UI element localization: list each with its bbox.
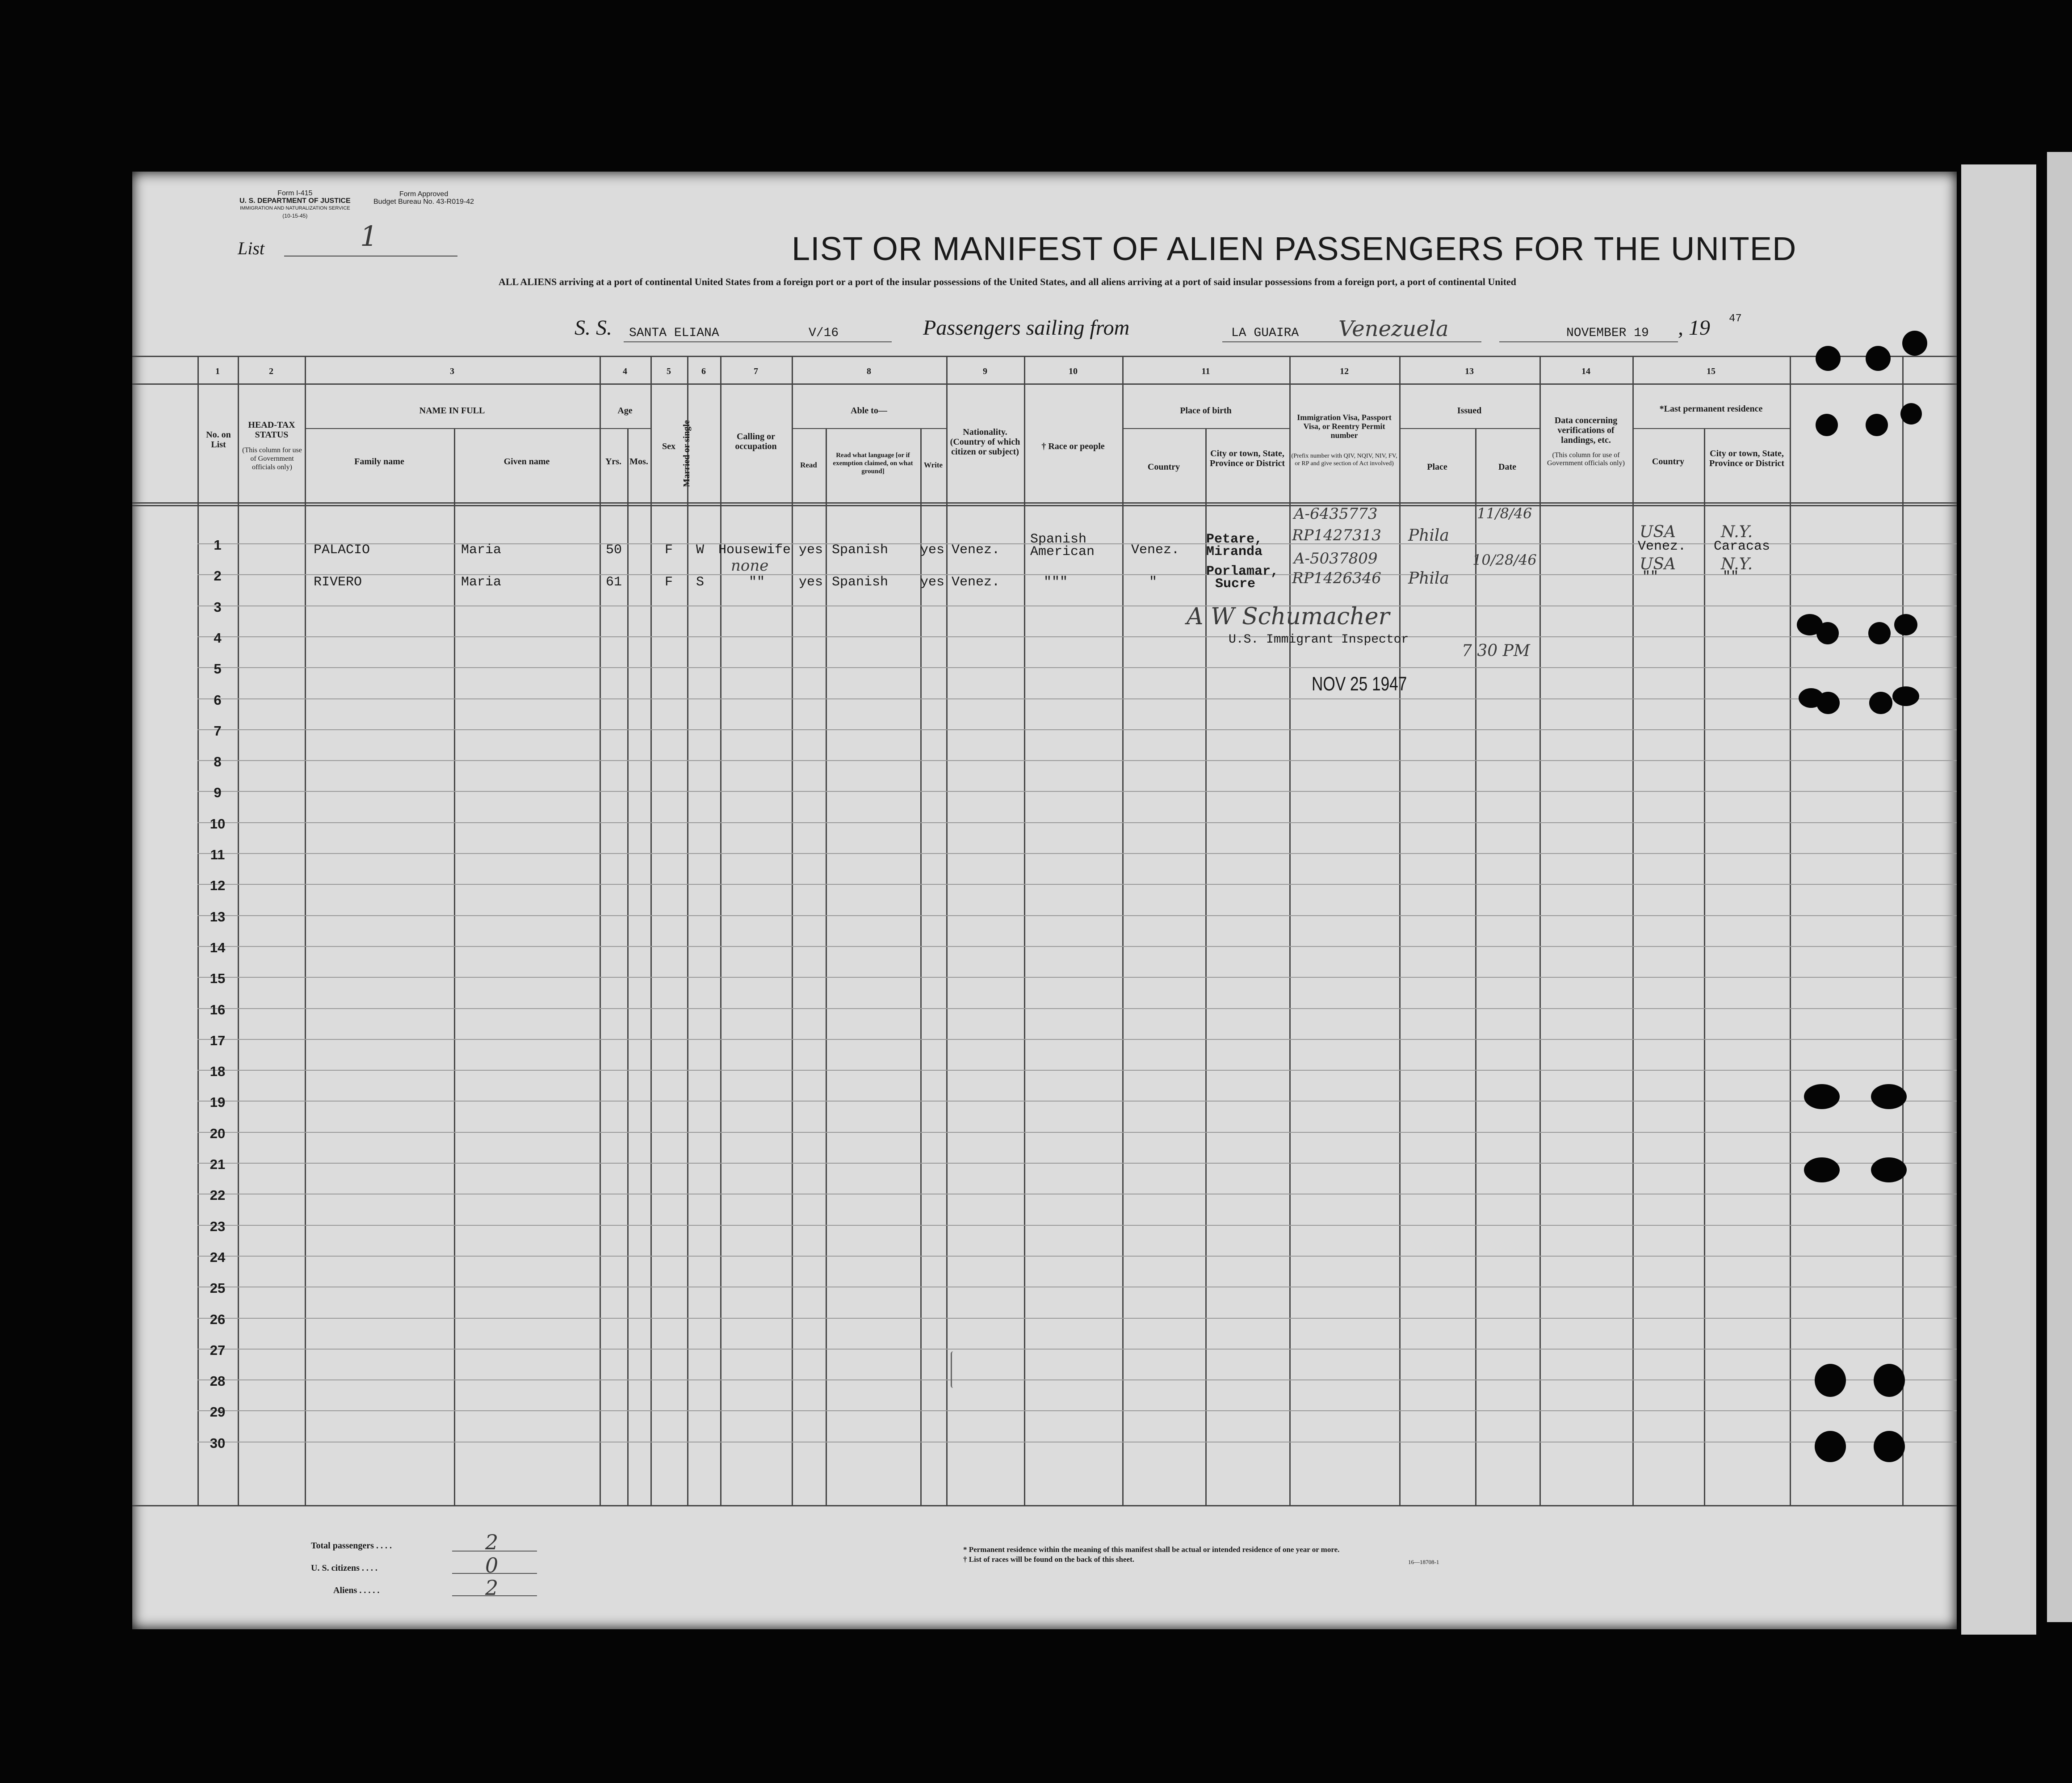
row-number: 2	[214, 568, 222, 584]
row2-birth-city-1: Porlamar,	[1206, 564, 1279, 579]
row-number: 27	[210, 1342, 226, 1358]
header-sex: Sex	[662, 442, 675, 451]
colnum-10: 10	[1069, 366, 1078, 376]
col-divider	[197, 356, 199, 1506]
binder-hole	[1874, 1431, 1905, 1462]
row-rule	[197, 729, 1957, 730]
row2-language: Spanish	[832, 575, 889, 590]
row2-age: 61	[606, 575, 622, 590]
residence-subheader-line	[1632, 428, 1790, 429]
binder-hole	[1892, 686, 1919, 706]
col-divider	[826, 428, 827, 1506]
row2-occupation-hand: none	[731, 557, 769, 575]
colnum-line	[132, 383, 1957, 385]
row-rule	[197, 1101, 1957, 1102]
row-number: 30	[210, 1435, 226, 1451]
row-number: 23	[210, 1219, 226, 1234]
row-number: 21	[210, 1156, 226, 1172]
form-dept: U. S. DEPARTMENT OF JUSTICE	[239, 197, 351, 205]
row-number: 17	[210, 1033, 226, 1048]
row2-res-country-1: USA	[1640, 555, 1676, 573]
row1-res-city-2: Caracas	[1714, 539, 1770, 554]
header-language: Read what language [or if exemption claimed, on what ground]	[833, 452, 913, 475]
row-rule	[197, 1318, 1957, 1319]
col-divider	[600, 356, 601, 1506]
row-rule	[197, 1410, 1957, 1411]
header-name-in-full: NAME IN FULL	[419, 406, 485, 416]
row2-res-country-2: ""	[1642, 569, 1659, 585]
row1-birth-country: Venez.	[1131, 542, 1180, 558]
header-last-residence: *Last permanent residence	[1659, 404, 1763, 414]
header-read: Read	[800, 461, 817, 469]
colnum-2: 2	[269, 366, 273, 376]
row1-marital: W	[696, 542, 705, 558]
row-number: 29	[210, 1404, 226, 1420]
header-bottom-line-2	[132, 505, 1957, 506]
row-number: 15	[210, 971, 226, 986]
row1-visa-1: A-6435773	[1294, 505, 1378, 523]
row-number: 18	[210, 1064, 226, 1079]
manifest-page	[132, 172, 1957, 1629]
row2-issued-date: 10/28/46	[1472, 551, 1537, 568]
inspector-signature: A W Schumacher	[1187, 603, 1390, 630]
col-divider	[687, 356, 688, 1506]
col-divider	[1902, 356, 1904, 1506]
colnum-12: 12	[1340, 366, 1349, 376]
header-data-note: (This column for use of Government officials only)	[1547, 451, 1625, 467]
header-visa: Immigration Visa, Passport Visa, or Reentry Permit number	[1297, 413, 1392, 440]
colnum-5: 5	[667, 366, 671, 376]
row-number: 4	[214, 630, 222, 646]
header-data-concerning: Data concerning verifications of landings, etc.	[1554, 416, 1618, 445]
row1-read: yes	[799, 542, 823, 558]
row-rule	[197, 977, 1957, 978]
row-rule	[197, 1349, 1957, 1350]
year-prefix: , 19	[1678, 316, 1710, 340]
binder-hole	[1871, 1157, 1907, 1182]
row1-res-country-2: Venez.	[1638, 539, 1686, 554]
colnum-4: 4	[623, 366, 627, 376]
header-able-to: Able to—	[851, 406, 887, 416]
age-subheader-line	[600, 428, 650, 429]
col-divider	[1790, 356, 1791, 1506]
row1-issued-place: Phila	[1408, 526, 1449, 545]
row-number: 26	[210, 1312, 226, 1327]
colnum-3: 3	[450, 366, 454, 376]
col-divider	[1475, 428, 1476, 1506]
header-issued: Issued	[1457, 406, 1482, 416]
row2-race: """	[1044, 575, 1068, 590]
colnum-6: 6	[701, 366, 706, 376]
header-given-name: Given name	[503, 457, 550, 467]
header-birth-country: Country	[1147, 462, 1180, 472]
header-no-on-list: No. on List	[206, 430, 231, 450]
col-divider	[1122, 356, 1124, 1506]
row2-visa-1: A-5037809	[1294, 550, 1378, 568]
row2-family: RIVERO	[314, 575, 362, 590]
form-dept-block	[239, 189, 351, 220]
colnum-15: 15	[1707, 366, 1715, 376]
row-number: 22	[210, 1187, 226, 1203]
col-divider	[946, 356, 948, 1506]
row1-nationality: Venez.	[952, 542, 1000, 558]
port-name: LA GUAIRA	[1231, 326, 1299, 340]
col-divider	[720, 356, 721, 1506]
row-rule	[197, 791, 1957, 792]
colnum-13: 13	[1465, 366, 1474, 376]
col-divider	[1289, 356, 1291, 1506]
row-number: 14	[210, 940, 226, 955]
manifest-title: LIST OR MANIFEST OF ALIEN PASSENGERS FOR THE UNITED	[792, 230, 1797, 267]
header-yrs: Yrs.	[605, 457, 622, 467]
departure-date: NOVEMBER 19	[1566, 326, 1649, 340]
row-rule	[197, 946, 1957, 947]
col-divider	[454, 428, 455, 1506]
row-number: 5	[214, 661, 222, 677]
binder-hole	[1866, 346, 1891, 371]
form-date-code: (10-15-45)	[282, 213, 308, 219]
row-rule	[197, 1163, 1957, 1164]
binder-hole	[1815, 1431, 1846, 1462]
col-divider	[1632, 356, 1634, 1506]
col-divider	[1205, 428, 1207, 1506]
port-underline	[1222, 341, 1481, 342]
sailing-label: Passengers sailing from	[923, 316, 1130, 340]
binder-hole	[1869, 692, 1892, 714]
inspector-title: U.S. Immigrant Inspector	[1229, 633, 1409, 647]
row-number: 25	[210, 1280, 226, 1296]
header-res-country: Country	[1652, 457, 1685, 467]
adjacent-page-edge-far	[2047, 152, 2072, 1622]
row-number: 7	[214, 723, 222, 739]
col-divider	[238, 356, 239, 1506]
row2-issued-place: Phila	[1408, 569, 1449, 588]
col-divider	[1399, 356, 1401, 1506]
row1-birth-city-2: Miranda	[1206, 544, 1263, 559]
list-label: List	[238, 238, 265, 258]
row2-read: yes	[799, 575, 823, 590]
row1-family: PALACIO	[314, 542, 370, 558]
row-number: 6	[214, 692, 222, 708]
footnote-races: † List of races will be found on the back of this sheet.	[963, 1555, 1134, 1564]
col-divider	[627, 428, 629, 1506]
colnum-11: 11	[1201, 366, 1210, 376]
binder-hole	[1816, 414, 1838, 436]
ship-name: SANTA ELIANA	[629, 326, 719, 340]
row-number: 19	[210, 1094, 226, 1110]
row-number: 20	[210, 1126, 226, 1141]
print-code: 16—18708-1	[1408, 1559, 1439, 1565]
row2-visa-2: RP1426346	[1292, 569, 1381, 587]
row1-visa-2: RP1427313	[1292, 526, 1381, 544]
row2-res-city-2: ""	[1723, 569, 1739, 585]
row-number: 3	[214, 599, 222, 615]
row2-birth-country: "	[1149, 575, 1158, 590]
row-rule	[197, 853, 1957, 854]
header-nationality: Nationality. (Country of which citizen or subject)	[950, 427, 1020, 457]
header-write: Write	[923, 461, 943, 469]
header-place-of-birth: Place of birth	[1180, 406, 1232, 416]
table-bottom-line	[132, 1505, 1957, 1506]
binder-hole	[1894, 614, 1917, 635]
row1-sex: F	[665, 542, 673, 558]
row-number: 24	[210, 1249, 226, 1265]
pencil-mark	[951, 1351, 956, 1388]
voyage-number: V/16	[809, 326, 839, 340]
header-head-tax: HEAD-TAX STATUS	[248, 420, 295, 440]
row1-birth-city-1: Petare,	[1206, 532, 1263, 547]
header-mos: Mos.	[629, 457, 648, 467]
row-rule	[197, 636, 1957, 637]
list-underline	[284, 256, 457, 257]
total-passengers-value: 2	[485, 1530, 499, 1554]
binder-hole	[1866, 414, 1888, 436]
row-number: 9	[214, 785, 222, 800]
table-top-line	[132, 356, 1957, 357]
binder-hole	[1804, 1157, 1840, 1182]
list-number: 1	[360, 220, 378, 252]
year-suffix: 47	[1729, 313, 1742, 325]
issued-subheader-line	[1399, 428, 1539, 429]
row1-age: 50	[606, 542, 622, 558]
row-rule	[197, 667, 1957, 668]
row-rule	[197, 1008, 1957, 1009]
form-approved-block	[373, 190, 474, 206]
header-race: † Race or people	[1041, 442, 1105, 451]
header-birth-city: City or town, State, Province or District	[1209, 449, 1285, 468]
ss-label: S. S.	[575, 316, 612, 340]
header-head-tax-note: (This column for use of Government officials only)	[242, 446, 302, 471]
footnote-residence: * Permanent residence within the meaning of this manifest shall be actual or intended residence of one year or more.	[963, 1545, 1340, 1554]
row-number: 11	[210, 847, 225, 862]
row1-res-country-1: USA	[1640, 523, 1676, 541]
binder-hole	[1871, 1084, 1907, 1109]
row2-res-city-1: N.Y.	[1721, 555, 1753, 573]
header-family-name: Family name	[354, 457, 404, 467]
col-divider	[792, 356, 793, 1506]
colnum-8: 8	[867, 366, 871, 376]
row-rule	[197, 822, 1957, 823]
colnum-14: 14	[1581, 366, 1590, 376]
date-underline	[1499, 341, 1678, 342]
header-married: Married or single	[682, 420, 692, 487]
row1-given: Maria	[461, 542, 502, 558]
row2-marital: S	[696, 575, 705, 590]
able-subheader-line	[792, 428, 946, 429]
row-number: 16	[210, 1002, 226, 1018]
row-rule	[197, 1070, 1957, 1071]
row1-race-2: American	[1030, 544, 1095, 559]
form-budget: Budget Bureau No. 43-R019-42	[373, 198, 474, 206]
header-res-city: City or town, State, Province or District	[1709, 449, 1785, 468]
row-number: 12	[210, 878, 226, 893]
row2-occupation: ""	[749, 575, 765, 590]
row-rule	[197, 1256, 1957, 1257]
row-number: 1	[214, 537, 222, 553]
aliens-label: Aliens . . . . .	[333, 1585, 380, 1595]
form-service: IMMIGRATION AND NATURALIZATION SERVICE	[239, 206, 350, 211]
adjacent-page-edge	[1961, 164, 2036, 1635]
col-divider	[650, 356, 652, 1506]
row-rule	[197, 1039, 1957, 1040]
name-subheader-line	[305, 428, 600, 429]
aliens-value: 2	[485, 1576, 499, 1600]
row-rule	[197, 915, 1957, 916]
form-approved: Form Approved	[399, 190, 449, 198]
inspector-time: 7 30 PM	[1462, 642, 1530, 660]
header-calling: Calling or occupation	[735, 432, 777, 451]
col-divider	[1704, 428, 1705, 1506]
row-number: 28	[210, 1373, 226, 1389]
col-divider	[1539, 356, 1541, 1506]
colnum-1: 1	[215, 366, 220, 376]
binder-hole	[1816, 692, 1840, 714]
row1-write: yes	[920, 542, 945, 558]
header-issued-date: Date	[1498, 462, 1516, 472]
us-citizens-label: U. S. citizens . . . .	[311, 1563, 377, 1573]
row-rule	[197, 1132, 1957, 1133]
row2-sex: F	[665, 575, 673, 590]
binder-hole	[1900, 403, 1922, 425]
departure-country: Venezuela	[1338, 316, 1449, 341]
col-divider	[1024, 356, 1025, 1506]
colnum-7: 7	[754, 366, 758, 376]
binder-hole	[1815, 1364, 1846, 1397]
manifest-subtitle: ALL ALIENS arriving at a port of continental United States from a foreign port or a port of the insular possessions of the United States, and all aliens arriving at a port of said insular possessions from a foreign port, a port of continental United	[499, 276, 1516, 287]
row2-birth-city-2: Sucre	[1215, 576, 1256, 592]
row-rule	[197, 1379, 1957, 1380]
birth-subheader-line	[1122, 428, 1289, 429]
header-age: Age	[617, 406, 633, 416]
row1-occupation: Housewife	[718, 542, 791, 558]
header-bottom-line	[132, 502, 1957, 504]
row-rule	[197, 884, 1957, 885]
row-rule	[197, 1225, 1957, 1226]
total-passengers-label: Total passengers . . . .	[311, 1541, 392, 1551]
row2-nationality: Venez.	[952, 575, 1000, 590]
col-divider	[305, 356, 306, 1506]
row-number: 13	[210, 909, 226, 925]
ship-underline	[624, 341, 892, 342]
header-issued-place: Place	[1427, 462, 1447, 472]
header-visa-note: (Prefix number with QIV, NQIV, NIV, FV, or RP and give section of Act involved)	[1291, 453, 1397, 467]
binder-hole	[1868, 622, 1891, 644]
row2-write: yes	[920, 575, 945, 590]
row1-language: Spanish	[832, 542, 889, 558]
binder-hole	[1874, 1364, 1905, 1397]
row1-issued-date: 11/8/46	[1477, 505, 1532, 522]
row1-race-1: Spanish	[1030, 532, 1087, 547]
binder-hole	[1816, 346, 1841, 371]
binder-hole	[1816, 622, 1839, 644]
row-number: 10	[210, 816, 226, 832]
date-stamp: NOV 25 1947	[1312, 673, 1407, 695]
row-number: 8	[214, 754, 222, 770]
form-number: Form I-415	[277, 189, 313, 197]
row-rule	[197, 698, 1957, 699]
us-citizens-value: 0	[485, 1553, 499, 1577]
binder-hole	[1804, 1084, 1840, 1109]
row2-given: Maria	[461, 575, 502, 590]
row1-res-city-1: N.Y.	[1721, 523, 1753, 541]
binder-hole	[1902, 331, 1927, 356]
row-rule	[197, 760, 1957, 761]
colnum-9: 9	[983, 366, 987, 376]
